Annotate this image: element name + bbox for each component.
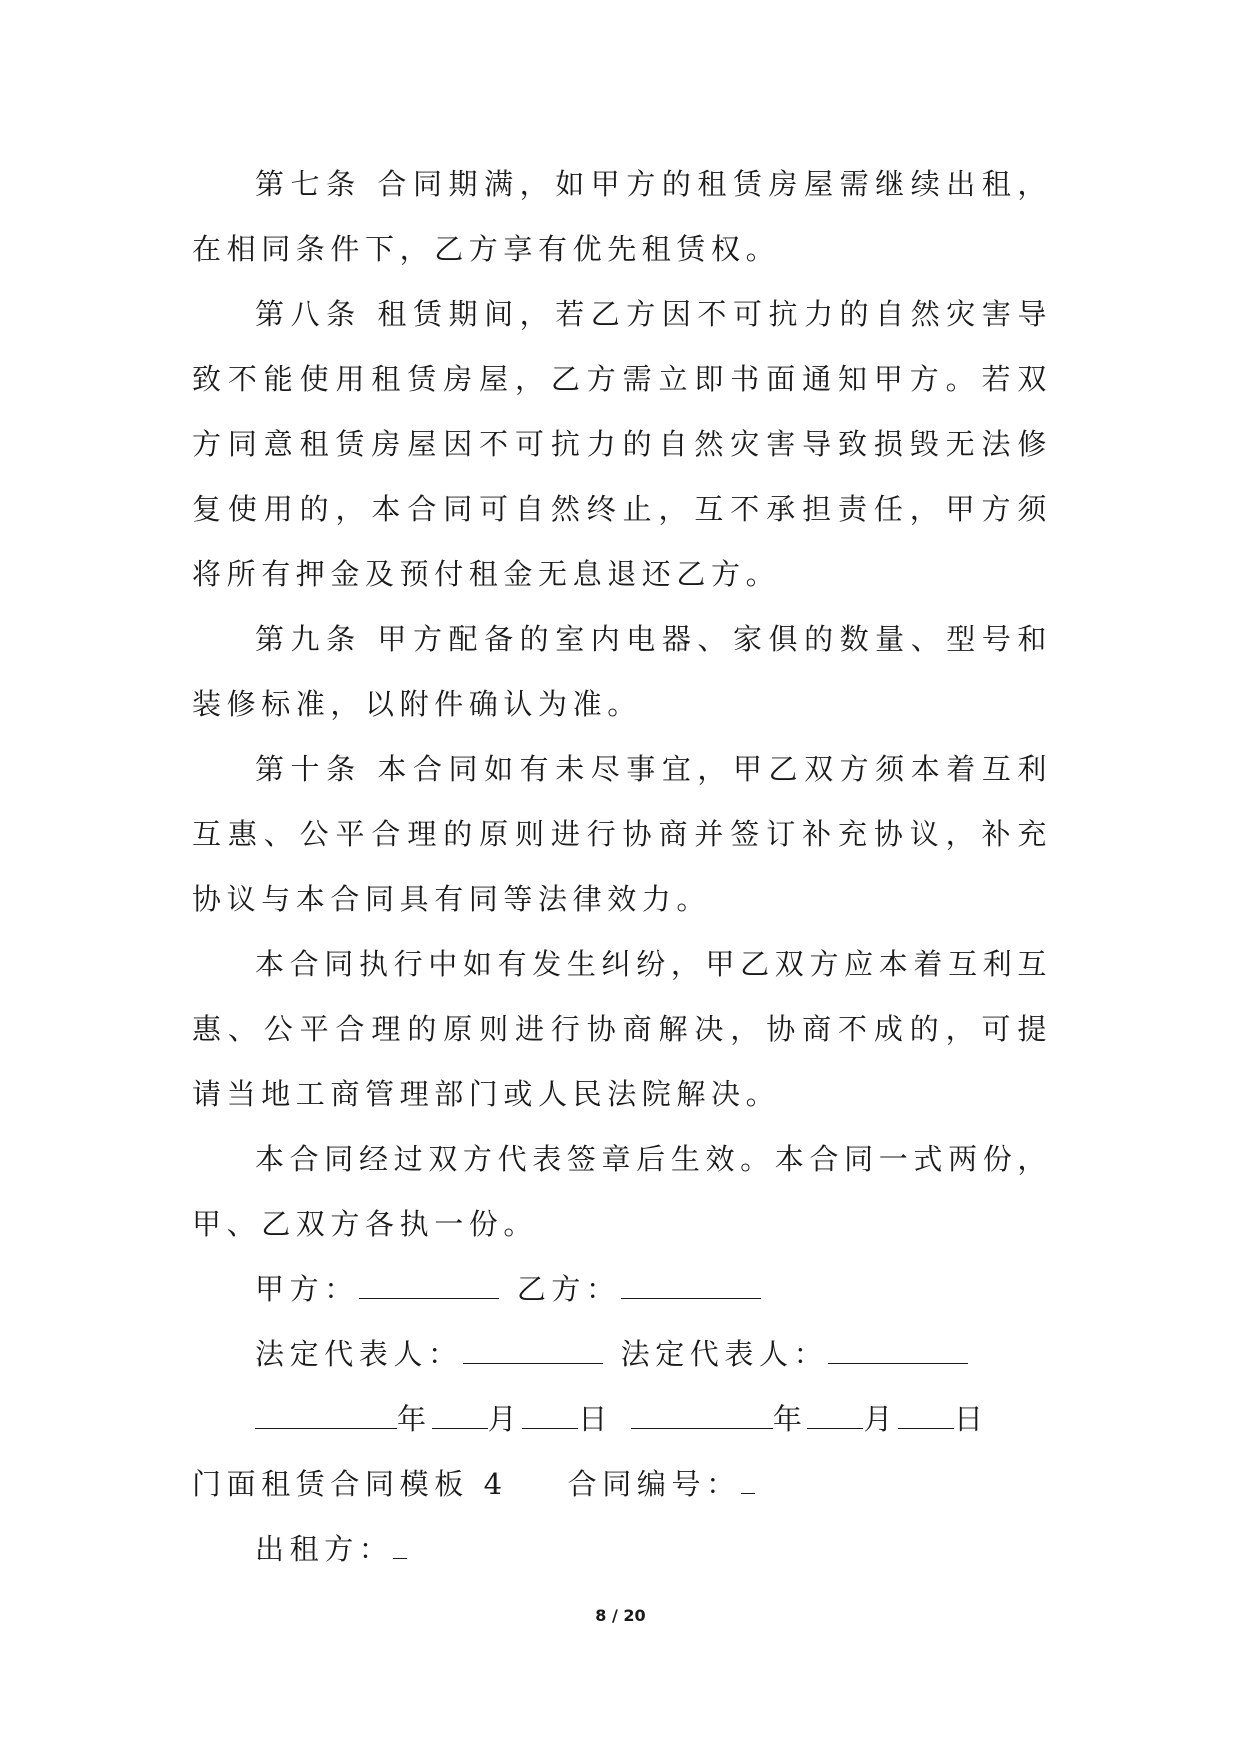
- article-8: 第八条 租赁期间，若乙方因不可抗力的自然灾害导致不能使用租赁房屋，乙方需立即书面通知甲方。若双方同意租赁房屋因不可抗力的自然灾害导致损毁无法修复使用的，本合同可自然终止，互不承担责任，甲方须将所有押金及预付租金无息退还乙方。: [192, 297, 1052, 591]
- lessor-line: [192, 1517, 1052, 1582]
- date-b-year-blank: [631, 1406, 773, 1429]
- date-a-month-label: 月: [487, 1402, 523, 1436]
- date-a-year-label: 年: [397, 1402, 432, 1436]
- date-a-day-label: 日: [578, 1402, 613, 1436]
- next-template-heading-line: [192, 1452, 1052, 1517]
- date-signature-line: [192, 1387, 1052, 1452]
- lessor-blank: [393, 1536, 407, 1559]
- date-b-day-blank: [898, 1406, 954, 1429]
- lessor-label: 出租方：: [255, 1532, 394, 1566]
- rep-b-label: 法定代表人：: [620, 1337, 829, 1371]
- article-7: 第七条 合同期满，如甲方的租赁房屋需继续出租，在相同条件下，乙方享有优先租赁权。: [192, 167, 1052, 266]
- party-b-label: 乙方：: [516, 1272, 621, 1306]
- date-b-year-label: 年: [772, 1402, 808, 1436]
- party-signature-line: [192, 1257, 1052, 1322]
- date-b-month-label: 月: [863, 1402, 899, 1436]
- representative-signature-line: [192, 1322, 1052, 1387]
- date-b-day-label: 日: [954, 1402, 989, 1436]
- date-a-month-blank: [432, 1406, 488, 1429]
- date-a-year-blank: [255, 1406, 397, 1429]
- document-body: [192, 152, 1052, 1582]
- party-b-blank: [621, 1276, 761, 1299]
- date-a-day-blank: [522, 1406, 578, 1429]
- contract-number-blank: [741, 1471, 755, 1494]
- party-a-blank: [359, 1276, 499, 1299]
- rep-b-blank: [828, 1341, 968, 1364]
- dispute-clause: 本合同执行中如有发生纠纷，甲乙双方应本着互利互惠、公平合理的原则进行协商解决，协商不成的，可提请当地工商管理部门或人民法院解决。: [192, 947, 1052, 1111]
- contract-number-label: 合同编号：: [567, 1467, 741, 1501]
- rep-a-label: 法定代表人：: [255, 1337, 463, 1371]
- article-9: 第九条 甲方配备的室内电器、家俱的数量、型号和装修标准，以附件确认为准。: [192, 622, 1052, 721]
- next-template-title: 门面租赁合同模板 4: [192, 1467, 508, 1501]
- article-10: 第十条 本合同如有未尽事宜，甲乙双方须本着互利互惠、公平合理的原则进行协商并签订补充协议，补充协议与本合同具有同等法律效力。: [192, 752, 1052, 916]
- date-b-month-blank: [807, 1406, 863, 1429]
- party-a-label: 甲方：: [255, 1272, 359, 1306]
- page-number: 8 / 20: [595, 1606, 646, 1625]
- effectiveness-clause: 本合同经过双方代表签章后生效。本合同一式两份，甲、乙双方各执一份。: [192, 1142, 1052, 1241]
- rep-a-blank: [463, 1341, 603, 1364]
